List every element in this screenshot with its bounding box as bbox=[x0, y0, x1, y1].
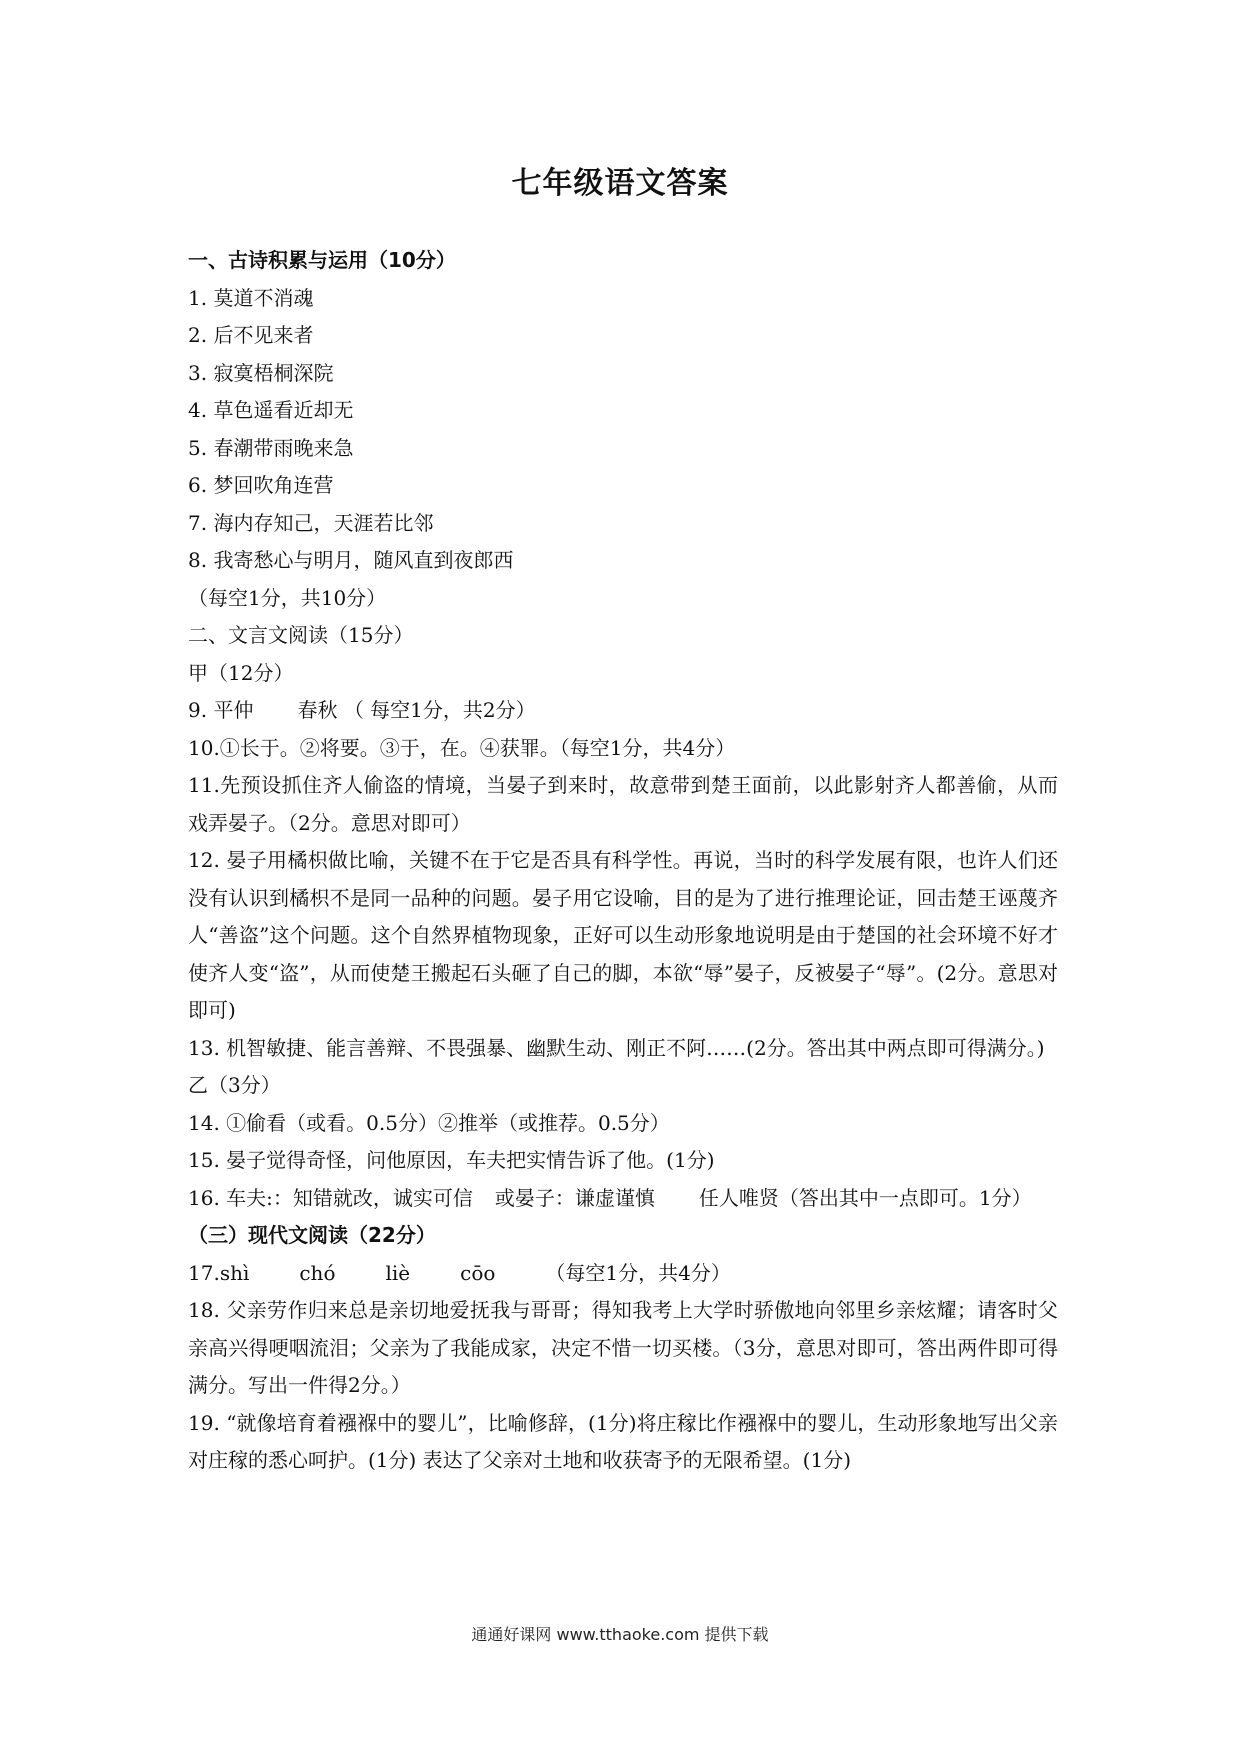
section2-heading: 二、文言文阅读（15分） bbox=[188, 623, 414, 647]
q10-answer: 10.①长于。②将要。③于，在。④获罪。（每空1分，共4分） bbox=[188, 735, 736, 760]
q16-part-a: 16. 车夫:：知错就改，诚实可信 bbox=[188, 1185, 473, 1210]
q17-pinyin-4: cōo bbox=[460, 1260, 496, 1285]
q17-pinyin-2: chó bbox=[299, 1260, 336, 1285]
q9-answer-b: 春秋 bbox=[297, 698, 338, 722]
s1-item-4: 4. 草色遥看近却无 bbox=[188, 398, 354, 422]
q9-answer-a: 平仲 bbox=[213, 698, 254, 722]
q15-answer: 15. 晏子觉得奇怪，问他原因，车夫把实情告诉了他。(1分) bbox=[188, 1148, 715, 1172]
s1-item-8: 8. 我寄愁心与明月，随风直到夜郎西 bbox=[188, 548, 514, 572]
s1-item-1: 1. 莫道不消魂 bbox=[188, 285, 314, 310]
q17-number: 17. bbox=[188, 1260, 220, 1285]
q19-answer: 19. “就像培育着襁褓中的婴儿”，比喻修辞，(1分)将庄稼比作襁褓中的婴儿，生动形象地写出父亲对庄稼的悉心呵护。(1分) 表达了父亲对土地和收获寄予的无限希望。(1分) bbox=[188, 1410, 1058, 1472]
s1-item-6: 6. 梦回吹角连营 bbox=[188, 473, 334, 497]
q16-part-c: 任人唯贤（答出其中一点即可。1分） bbox=[698, 1185, 1032, 1210]
s1-item-5: 5. 春潮带雨晚来急 bbox=[188, 435, 354, 460]
s1-item-7: 7. 海内存知己，天涯若比邻 bbox=[188, 510, 434, 535]
q9-note: （ 每空1分，共2分） bbox=[343, 698, 536, 722]
answer-body bbox=[188, 242, 1058, 1480]
s2-part-a: 甲（12分） bbox=[188, 660, 294, 685]
q13-answer: 13. 机智敏捷、能言善辩、不畏强暴、幽默生动、刚正不阿……(2分。答出其中两点即可得满分。) bbox=[188, 1035, 1045, 1060]
page-title: 七年级语文答案 bbox=[511, 166, 729, 201]
s1-item-2: 2. 后不见来者 bbox=[188, 323, 314, 347]
q16-part-b: 或晏子：谦虚谨慎 bbox=[494, 1185, 655, 1210]
q17-note: （每空1分，共4分） bbox=[545, 1260, 731, 1285]
footer-credit: 通通好课网 www.tthaoke.com 提供下载 bbox=[471, 1625, 769, 1644]
q17-line bbox=[188, 1255, 1058, 1293]
q12-answer: 12. 晏子用橘枳做比喻，关键不在于它是否具有科学性。再说，当时的科学发展有限，也许人们还没有认识到橘枳不是同一品种的问题。晏子用它设喻，目的是为了进行推理论证，回击楚王诬蔑齐人“善盗”这个问题。这个自然界植物现象，正好可以生动形象地说明是由于楚国的社会环境不好才使齐人变“盗”，从而使楚王搬起石头砸了自己的脚，本欲“辱”晏子，反被晏子“辱”。(2分。意思对即可) bbox=[188, 848, 1058, 1022]
q18-answer: 18. 父亲劳作归来总是亲切地爱抚我与哥哥；得知我考上大学时骄傲地向邻里乡亲炫耀；请客时父亲高兴得哽咽流泪；父亲为了我能成家，决定不惜一切买楼。（3分，意思对即可，答出两件即可得满分。写出一件得2分。） bbox=[188, 1298, 1058, 1397]
q17-pinyin-1: shì bbox=[219, 1260, 250, 1285]
s2-part-b: 乙（3分） bbox=[188, 1073, 281, 1097]
q9-number: 9. bbox=[188, 698, 208, 722]
section1-heading: 一、古诗积累与运用（10分） bbox=[188, 248, 456, 272]
q9-line bbox=[188, 692, 1058, 730]
q17-pinyin-3: liè bbox=[385, 1260, 411, 1285]
q14-answer: 14. ①偷看（或看。0.5分）②推举（或推荐。0.5分） bbox=[188, 1110, 670, 1135]
section3-heading: （三）现代文阅读（22分） bbox=[188, 1223, 436, 1247]
q16-answer bbox=[188, 1180, 1058, 1218]
s1-item-3: 3. 寂寞梧桐深院 bbox=[188, 360, 334, 385]
q11-answer: 11.先预设抓住齐人偷盗的情境，当晏子到来时，故意带到楚王面前，以此影射齐人都善偷，从而戏弄晏子。（2分。意思对即可） bbox=[188, 773, 1058, 835]
s1-scoring-note: （每空1分，共10分） bbox=[188, 585, 387, 610]
